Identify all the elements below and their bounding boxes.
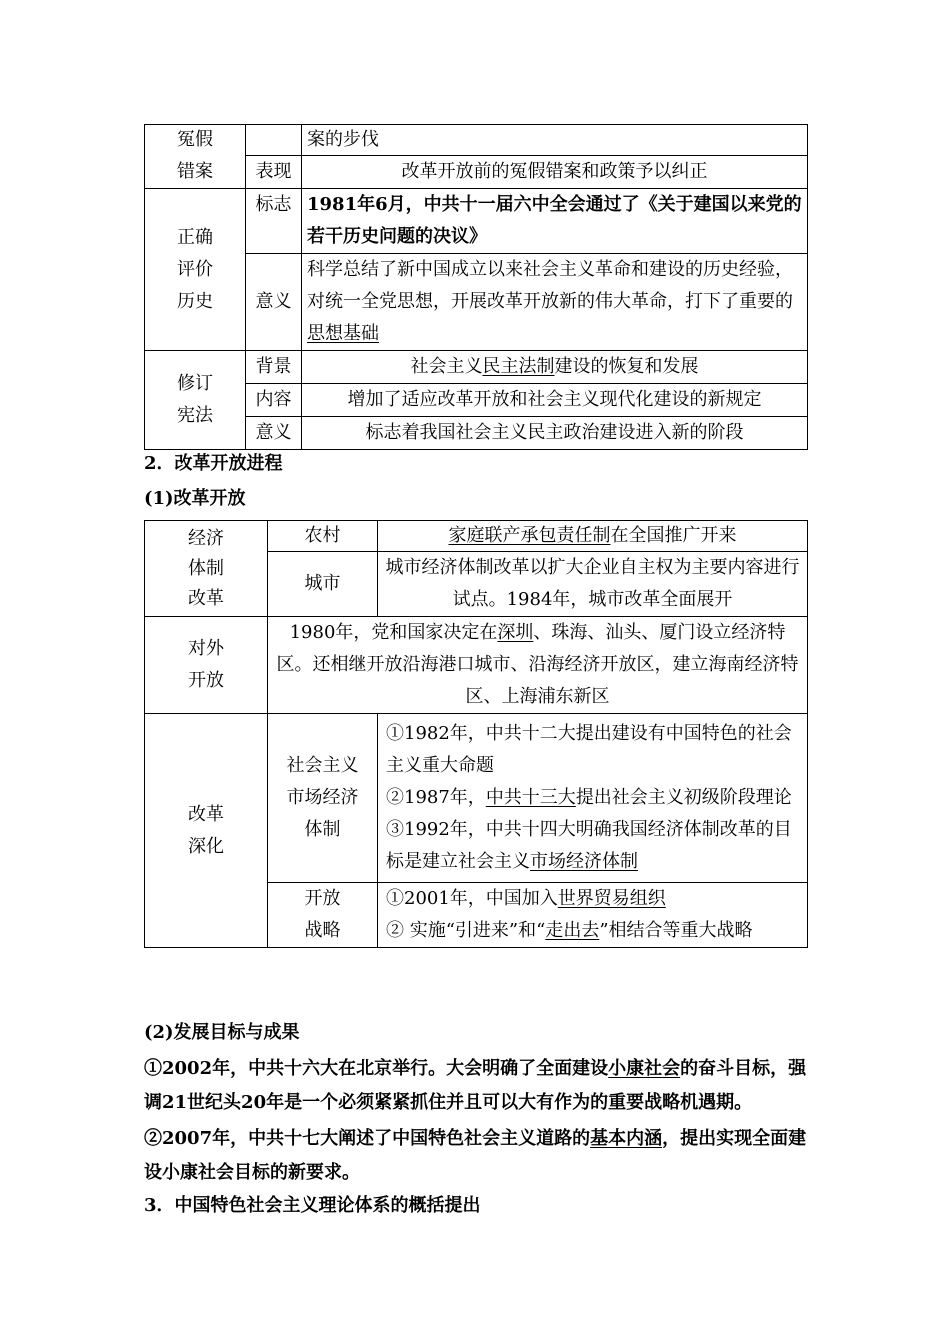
underlined-keyword: 市场经济体制 — [530, 851, 638, 872]
history-table — [144, 124, 808, 450]
category-text: 深化 — [188, 835, 224, 857]
category-cell — [145, 189, 246, 351]
label-cell: 表现 — [246, 156, 302, 189]
subsection-heading: (1)改革开放 — [144, 488, 246, 509]
content-text: ①1982年，中共十二大提出建设有中国特色的社会主义重大命题 — [386, 723, 792, 776]
content-text: ② 实施“引进来”和“ — [386, 920, 546, 941]
content-cell — [378, 521, 808, 552]
section-heading: 3．中国特色社会主义理论体系的概括提出 — [144, 1195, 481, 1216]
content-text: 、珠海、汕头、厦门设立经济特区。还相继开放沿海港口城市、沿海经济开放区，建立海南经济特区、上海浦东新区 — [276, 622, 799, 707]
table-row — [145, 351, 808, 384]
label-cell: 内容 — [246, 384, 302, 417]
content-cell — [378, 714, 808, 883]
underlined-keyword: 思想基础 — [307, 323, 379, 344]
paragraph-text: ①2002年，中共十六大在北京举行。大会明确了全面建设 — [144, 1058, 609, 1079]
content-text: ③1992年，中共十四大明确我国经济体制改革的目标是建立社会主义 — [386, 819, 792, 872]
content-cell: 案的步伐 — [302, 125, 808, 156]
content-text: 建设的恢复和发展 — [554, 356, 699, 377]
category-cell: 错案 — [145, 156, 246, 189]
content-text — [386, 782, 799, 814]
content-text: ②1987年， — [386, 787, 486, 808]
label-cell: 标志 — [246, 189, 302, 254]
category-text: 评价 — [177, 258, 213, 280]
paragraph-text: ②2007年，中共十七大阐述了中国特色社会主义道路的 — [144, 1128, 591, 1149]
content-cell: 城市经济体制改革以扩大企业自主权为主要内容进行试点。1984年，城市改革全面展开 — [378, 552, 808, 617]
content-text: 在全国推广开来 — [610, 525, 737, 546]
underlined-keyword: 小康社会 — [608, 1058, 681, 1079]
content-text: 社会主义 — [410, 356, 483, 377]
paragraph — [144, 1122, 820, 1190]
label-text: 开放 — [304, 888, 341, 909]
category-text: 体制 — [188, 557, 224, 579]
table-row — [145, 521, 808, 552]
category-text: 对外 — [188, 638, 224, 659]
underlined-keyword: 中共十三大 — [485, 787, 576, 808]
category-text: 正确 — [177, 226, 213, 248]
content-cell: 改革开放前的冤假错案和政策予以纠正 — [302, 156, 808, 189]
label-cell: 背景 — [246, 351, 302, 384]
content-text: ”相结合等重大战略 — [599, 920, 753, 941]
content-text: 提出社会主义初级阶段理论 — [575, 787, 792, 808]
label-cell — [268, 714, 378, 883]
table-row — [145, 125, 808, 156]
content-text: 科学总结了新中国成立以来社会主义革命和建设的历史经验，对统一全党思想，开展改革开放新的伟大革命，打下了重要的 — [307, 259, 793, 312]
table-row — [145, 189, 808, 254]
category-text: 修订 — [177, 373, 213, 394]
content-cell — [268, 617, 808, 714]
underlined-keyword: 深圳 — [497, 622, 534, 643]
content-cell: 1981年6月，中共十一届六中全会通过了《关于建国以来党的若干历史问题的决议》 — [302, 189, 808, 254]
underlined-keyword: 基本内涵 — [590, 1128, 663, 1149]
content-cell: 增加了适应改革开放和社会主义现代化建设的新规定 — [302, 384, 808, 417]
underlined-keyword: 走出去 — [545, 920, 600, 941]
category-cell — [145, 521, 268, 617]
underlined-keyword: 民主法制 — [482, 356, 555, 377]
label-text: 战略 — [304, 920, 341, 941]
label-cell: 意义 — [246, 254, 302, 351]
category-cell: 冤假 — [145, 125, 246, 156]
label-cell: 意义 — [246, 417, 302, 450]
category-cell — [145, 714, 268, 948]
label-text: 体制 — [304, 819, 341, 840]
underlined-keyword: 世界贸易组织 — [557, 888, 666, 909]
category-text: 改革 — [188, 803, 224, 825]
content-text: 1980年，党和国家决定在 — [289, 622, 498, 643]
content-text — [386, 883, 799, 915]
section-heading: 2．改革开放进程 — [144, 453, 283, 474]
table-row — [145, 714, 808, 883]
category-text: 开放 — [188, 670, 224, 691]
content-cell: 标志着我国社会主义民主政治建设进入新的阶段 — [302, 417, 808, 450]
label-cell: 城市 — [268, 552, 378, 617]
label-cell: 农村 — [268, 521, 378, 552]
content-text: ①2001年，中国加入 — [386, 888, 558, 909]
label-cell — [246, 125, 302, 156]
content-cell — [378, 883, 808, 948]
paragraph — [144, 1052, 820, 1120]
underlined-keyword: 家庭联产承包责任制 — [448, 525, 611, 546]
content-cell — [302, 351, 808, 384]
category-cell — [145, 351, 246, 450]
category-cell — [145, 617, 268, 714]
content-text — [386, 814, 799, 878]
category-text: 宪法 — [177, 405, 213, 426]
table-row — [145, 156, 808, 189]
category-text: 改革 — [188, 587, 224, 609]
subsection-heading: (2)发展目标与成果 — [144, 1022, 300, 1043]
paragraph-text: 的奋斗目标，强调21世纪头20年是一个必须紧紧抓住并且可以大有作为的重要战略机遇期。 — [144, 1058, 807, 1113]
content-text — [386, 915, 799, 947]
category-text: 经济 — [188, 527, 224, 549]
category-text: 历史 — [177, 290, 213, 312]
label-text: 市场经济 — [286, 787, 359, 808]
label-text: 社会主义 — [286, 755, 359, 776]
paragraph-text: ，提出实现全面建设小康社会目标的新要求。 — [144, 1128, 807, 1183]
content-cell — [302, 254, 808, 351]
reform-table — [144, 520, 808, 948]
table-row — [145, 617, 808, 714]
label-cell — [268, 883, 378, 948]
